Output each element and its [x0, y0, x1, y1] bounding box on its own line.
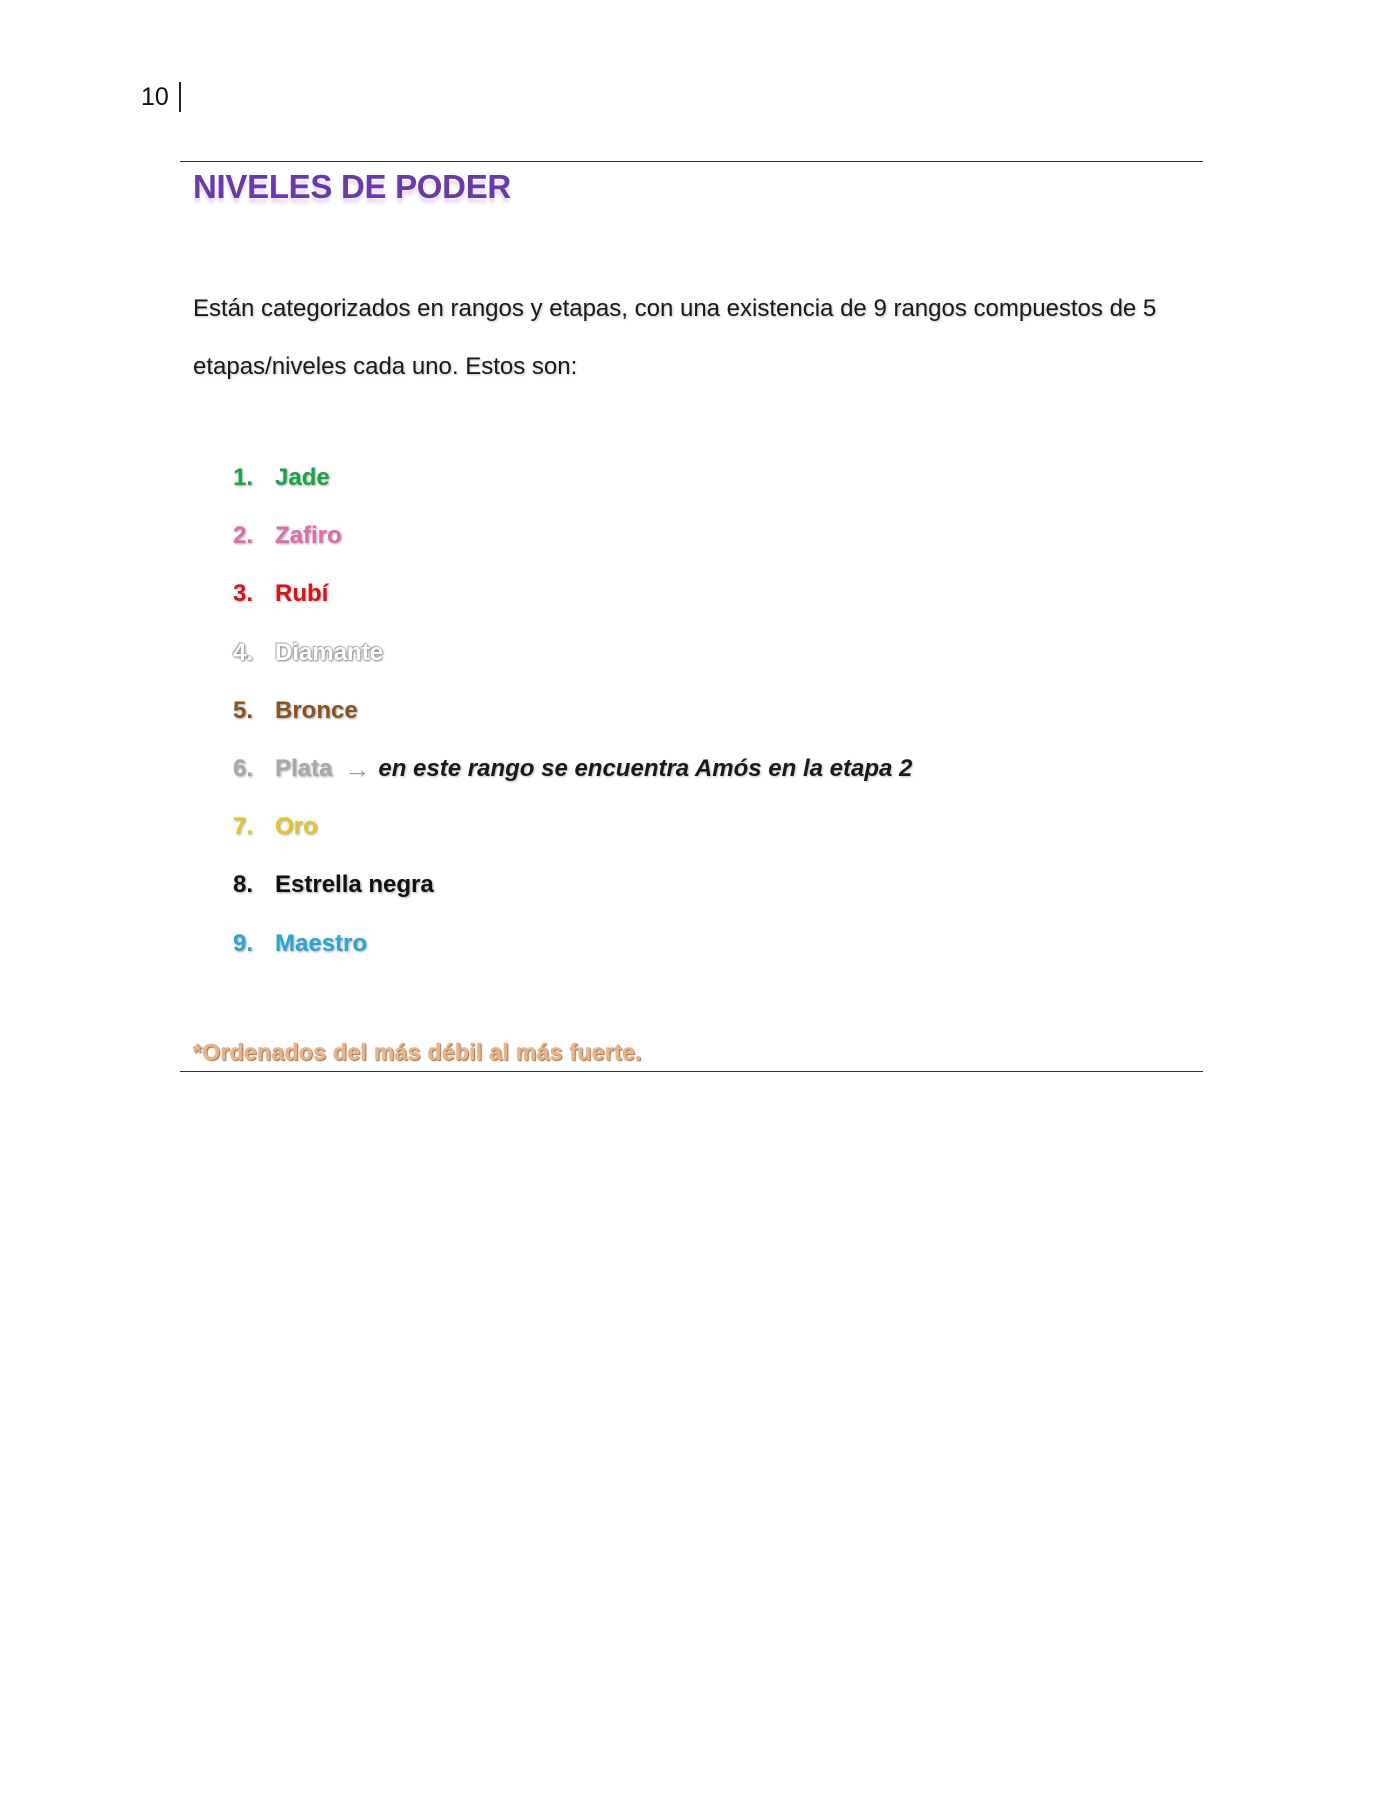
rank-number: 8.: [233, 871, 254, 899]
rank-item-zafiro: [233, 507, 912, 565]
rank-name: Maestro: [275, 929, 368, 957]
arrow-right-icon: →: [344, 753, 371, 784]
rank-number: 5.: [233, 696, 254, 724]
section-top-divider: [180, 161, 1203, 162]
rank-name: Oro: [275, 813, 318, 841]
rank-item-plata: [233, 740, 912, 798]
rank-item-jade: [233, 449, 912, 507]
rank-number: 7.: [233, 813, 254, 841]
rank-note: en este rango se encuentra Amós en la etapa 2: [378, 755, 913, 783]
intro-paragraph: Están categorizados en rangos y etapas, con una existencia de 9 rangos compuestos de 5 etapas/niveles cada uno. Estos son:: [193, 295, 1157, 380]
rank-number: 6.: [233, 755, 254, 783]
rank-number: 2.: [233, 522, 254, 550]
rank-number: 4.: [233, 638, 254, 666]
rank-item-bronce: [233, 682, 912, 740]
section-title: NIVELES DE PODER: [193, 168, 511, 205]
rank-name: Zafiro: [275, 522, 342, 550]
rank-name: Jade: [275, 464, 330, 492]
page-number: 10: [141, 82, 181, 112]
rank-number: 9.: [233, 929, 254, 957]
rank-name: Diamante: [275, 638, 384, 666]
rank-item-rubi: [233, 565, 912, 623]
rank-name: Estrella negra: [275, 871, 434, 899]
power-ranks-list: [233, 449, 912, 973]
footnote: *Ordenados del más débil al más fuerte.: [193, 1039, 642, 1065]
rank-item-oro: [233, 798, 912, 856]
rank-number: 3.: [233, 580, 254, 608]
rank-number: 1.: [233, 464, 254, 492]
section-bottom-divider: [180, 1071, 1203, 1072]
rank-item-maestro: [233, 915, 912, 973]
rank-name: Rubí: [275, 580, 329, 608]
rank-name: Plata: [275, 755, 333, 783]
rank-name: Bronce: [275, 696, 358, 724]
rank-item-estrella-negra: [233, 856, 912, 914]
rank-item-diamante: [233, 624, 912, 682]
